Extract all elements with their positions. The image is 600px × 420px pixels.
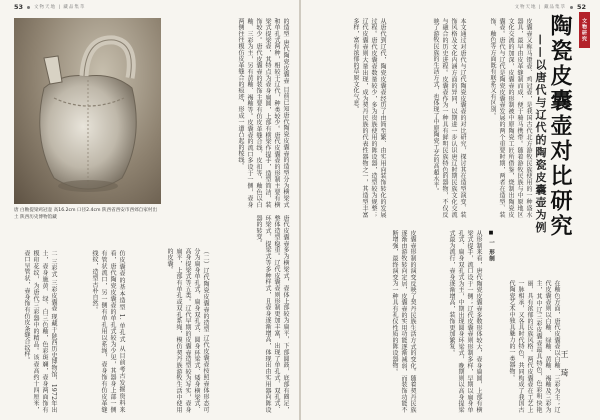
right-page xyxy=(301,0,600,420)
artifact-photo xyxy=(14,18,161,204)
left-text-block-a: 的造型 唐代陶瓷皮囊壶 目前已知唐代陶瓷皮囊壶的造型分为横梁式和单孔式两种，相较于辽代，种类较少。唐代皮囊壶的形制主要有横梁式提梁壶，其特点为壶身扁圆，上部有横梁作提手，造型简洁，装饰较少。唐代皮囊壶的装饰主要有仿皮革缝合线、皮扣等，釉色以白釉、三彩为主，另有黄釉、褐釉等。皮囊壶的流口多设于一侧，壶身两侧往往模仿皮革缝合的痕迹，形成一道凸起的棱线。 xyxy=(237,18,289,208)
section1-text-b: 皮囊壶形制的演变反映了契丹民族生活方式的变化。随着契丹民族逐渐由游牧转向定居，皮囊壶的实用功能逐渐减弱，而装饰功能不断增强，最终演变为一种具有礼仪性质的陈设器物。 xyxy=(391,230,416,413)
left-text-block-e: 二 三彩式 三彩皮囊壶 现藏于陕西历史博物馆，1972年出土，壶身施黄、绿、白三色釉，色彩斑斓，壶身两面饰有模印花纹，为唐代三彩器中的精品。该壶高约十四厘米，壶口呈管状，壶身饰有仿皮条缝合纹样。 xyxy=(23,250,57,413)
right-page-number: 52 xyxy=(576,3,586,11)
section-tag: 文物研究 xyxy=(579,12,590,48)
left-text-block-c: （二）辽代陶瓷皮囊壶的造型 辽代皮囊壶按照壶体形态可分为扁身单孔式、扁身双孔式、圆身环梁式、矮身横梁式、高身提梁式等五类。辽代早期的皮囊壶造型较为写实，壶身扁平，上部有单孔或双孔系绳，模仿契丹族游牧生活中使用的皮囊。 xyxy=(166,248,209,413)
section-heading-form: ■ 一 形制 xyxy=(487,230,495,270)
left-running-head: 文物天地 | 藏品集萃 xyxy=(34,5,86,10)
left-page xyxy=(0,0,299,420)
section1-text-c: 在釉色方面，唐代皮囊壶以白釉、三彩为主；辽代皮囊壶则以白釉、绿釉、黄釉、褐釉及三彩为主，其中辽三彩皮囊壶最具特色，色彩明快艳丽，具有浓郁的民族风格。两代皮囊壶在工艺上一脉相承，又各具时代特色，共同构成了我国古代陶瓷艺术中独具魅力的一类器物。 xyxy=(508,280,560,413)
left-page-header xyxy=(14,3,85,11)
right-running-head: 文物天地 | 藏品集萃 xyxy=(514,5,566,10)
left-page-number: 53 xyxy=(14,3,24,11)
right-page-header xyxy=(515,3,586,11)
left-text-block-d: 仿皮囊壶的基本造型 1. 单孔式 从目前考古发掘资料来看，唐代陶瓷皮囊壶的单孔式较为少见，其器身上部一侧有管状流口，另一侧有单孔用以系绳，壶身饰有仿皮革缝线纹，造型古朴自然。 xyxy=(91,250,125,413)
article-title: 陶瓷皮囊壶对比研究 xyxy=(547,14,573,239)
intro-text-c: 从唐代到辽代，陶瓷皮囊壶经历了由简至繁、由实用向装饰转化的发展过程。唐代皮囊壶数量较少，多为贵族使用的陈设器，造型较为规整；辽代皮囊壶则大量出现，成为契丹民族的代表性器物之一，其造型丰富多样，富有浓郁的草原文化气息。 xyxy=(352,18,386,218)
intro-text-a: 皮囊壶又称马镫壶、鸡冠壶，是我国古代北方游牧民族使用的一种盛水器具，最早由皮革缝制而成，便于骑马携带。随着游牧民族与中原地区文化交流的加深，皮囊壶的形制被中原陶瓷工匠所借鉴，烧制出陶瓷皮囊壶。唐代与辽代是陶瓷皮囊壶发展的两个重要时期，两者在造型、装饰、釉色等方面既有联系又有区别。 xyxy=(489,18,532,218)
leather-pouch-flask-image xyxy=(14,18,161,204)
intro-text-b: 本文通过对唐代与辽代陶瓷皮囊壶的对比研究，探讨其在造型演变、装饰风格及文化内涵方面的异同，以期进一步认识唐辽时期民族文化交流与融合的历史进程。皮囊壶作为一种具有鲜明民族特色的器物，不仅反映了游牧民族的生活方式，也体现了中原陶瓷工艺的高超水平。 xyxy=(432,18,466,218)
photo-caption: 唐 白釉提梁鸡冠壶 高16.2cm 口径2.4cm 陕西省西安市西郊自家村出土 陕西历史博物馆藏 xyxy=(14,208,158,220)
author-name: 王 琦 xyxy=(560,350,569,381)
article-subtitle: ——以唐代与辽代的陶瓷皮囊壶为例 xyxy=(534,34,547,234)
header-dot-icon xyxy=(27,6,30,9)
header-dot-icon xyxy=(570,6,573,9)
section1-text-a: 从形制来看，唐代陶瓷皮囊壶多数形体较大，壶身扁圆，上部有横梁式提手，流口设于一侧；辽代皮囊壶则形制多样，早期以扁身单孔式、扁身双孔式为主，中期出现圆身环梁式，晚期则以高身提梁式最为流行，壶身逐渐增高，装饰更加繁复。 xyxy=(448,230,482,413)
left-text-block-b: 唐代皮囊壶多为横梁式，壶体上部较为扁平，下部圆鼓，底部有圈足，整体造型稳重。辽代皮囊壶则形制更加丰富，出现了单孔式、双孔式、环梁式、提梁式等多种样式，且壶身逐渐增高，体现出由实用器向陈设器的转变。 xyxy=(255,215,289,413)
